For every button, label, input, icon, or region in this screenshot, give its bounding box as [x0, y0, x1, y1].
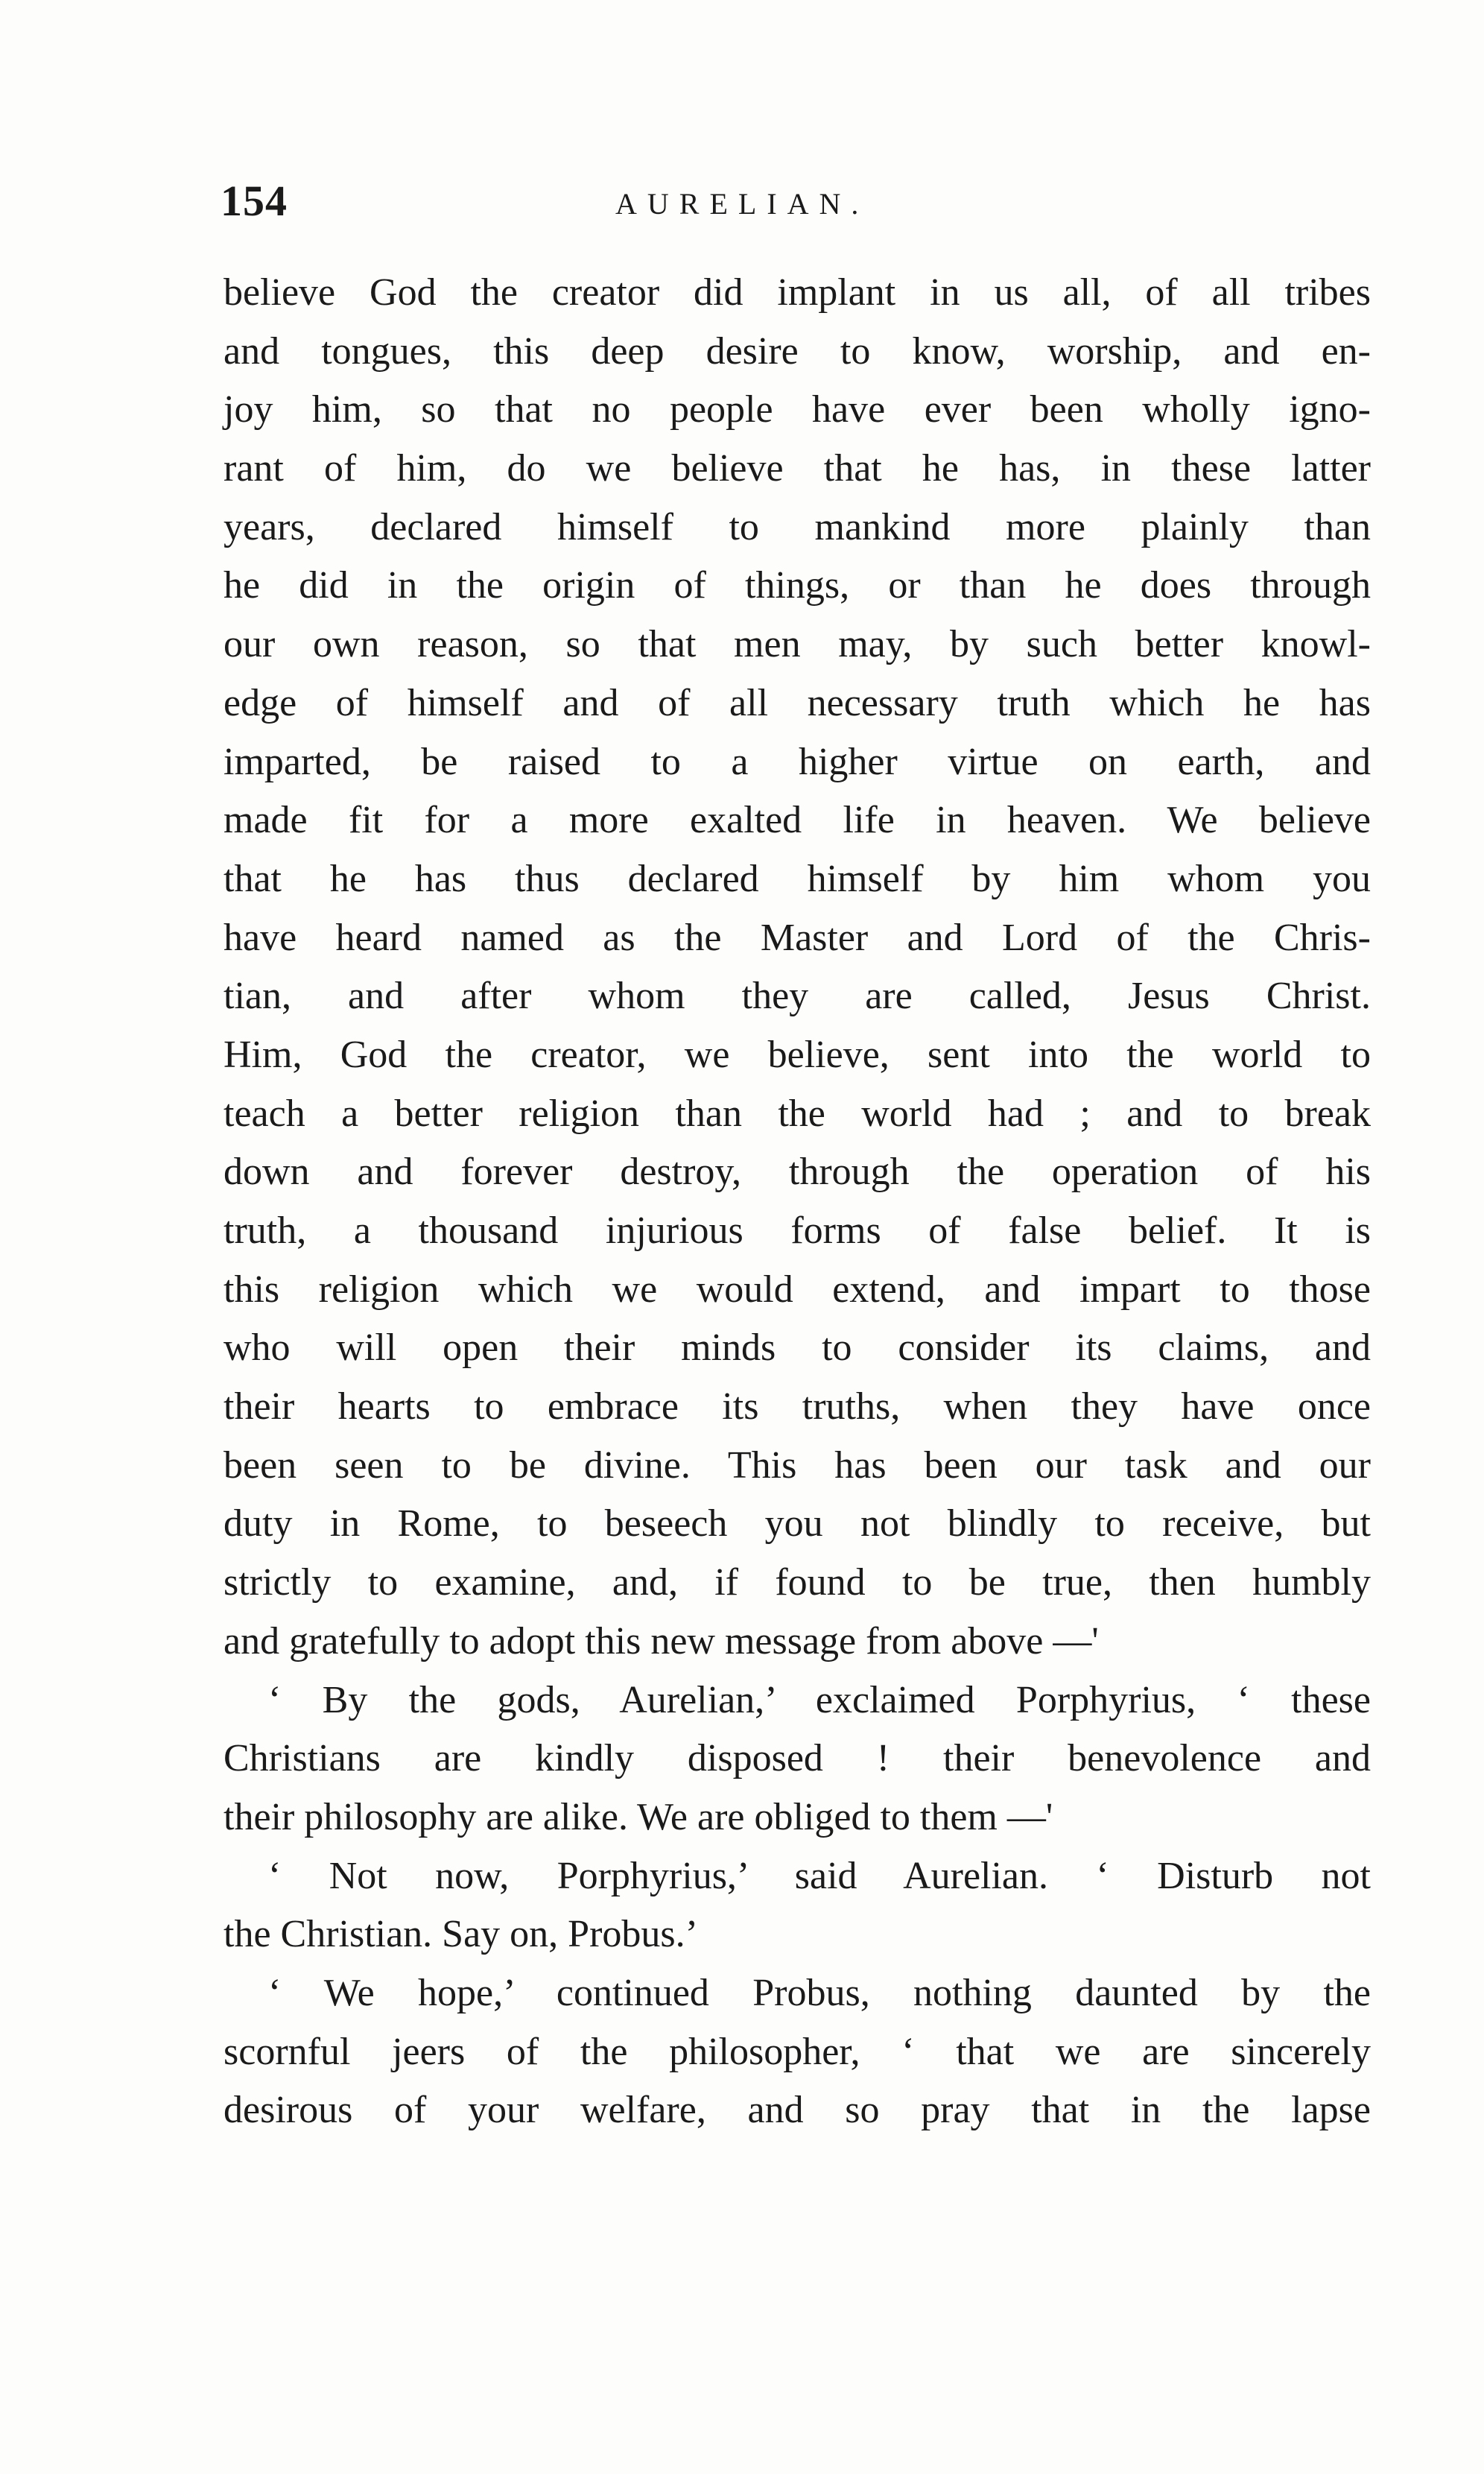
text-line: down and forever destroy, through the operation of his: [223, 1151, 1371, 1194]
text-line: our own reason, so that men may, by such better knowl-: [223, 623, 1371, 666]
text-line: Him, God the creator, we believe, sent into the world to: [223, 1033, 1371, 1076]
text-line: that he has thus declared himself by him whom you: [223, 857, 1371, 900]
text-line: duty in Rome, to beseech you not blindly to receive, but: [223, 1502, 1371, 1546]
page-number: 154: [221, 177, 288, 225]
text-line: have heard named as the Master and Lord of the Chris-: [223, 916, 1371, 959]
text-line: imparted, be raised to a higher virtue on earth, and: [223, 740, 1371, 783]
text-line: joy him, so that no people have ever been wholly igno-: [223, 388, 1371, 431]
text-line: and gratefully to adopt this new message from above —': [223, 1619, 1099, 1662]
text-line: their philosophy are alike. We are obliged to them —': [223, 1795, 1053, 1838]
text-line: truth, a thousand injurious forms of false belief. It is: [223, 1209, 1371, 1252]
text-line: rant of him, do we believe that he has, in these latter: [223, 447, 1371, 490]
text-line: been seen to be divine. This has been our task and our: [223, 1443, 1371, 1487]
text-line: and tongues, this deep desire to know, worship, and en-: [223, 329, 1371, 373]
text-line: believe God the creator did implant in us all, of all tribes: [223, 271, 1371, 314]
text-line: Christians are kindly disposed ! their benevolence and: [223, 1737, 1371, 1780]
text-line: edge of himself and of all necessary truth which he has: [223, 681, 1371, 724]
text-line: ‘ We hope,’ continued Probus, nothing daunted by the: [268, 1971, 1371, 2014]
page-header: [221, 176, 1375, 235]
text-line: he did in the origin of things, or than he does through: [223, 564, 1371, 607]
text-line: their hearts to embrace its truths, when they have once: [223, 1385, 1371, 1429]
text-line: who will open their minds to consider its claims, and: [223, 1326, 1371, 1370]
text-line: ‘ By the gods, Aurelian,’ exclaimed Porphyrius, ‘ these: [268, 1678, 1371, 1721]
text-line: desirous of your welfare, and so pray that in the lapse: [223, 2089, 1371, 2132]
text-line: this religion which we would extend, and impart to those: [223, 1268, 1371, 1311]
text-line: tian, and after whom they are called, Jesus Christ.: [223, 975, 1371, 1018]
text-line: made fit for a more exalted life in heaven. We believe: [223, 799, 1371, 842]
text-line: ‘ Not now, Porphyrius,’ said Aurelian. ‘ Disturb not: [268, 1854, 1371, 1897]
running-head: AURELIAN.: [615, 187, 869, 221]
text-line: teach a better religion than the world had ; and to break: [223, 1092, 1371, 1135]
text-line: years, declared himself to mankind more plainly than: [223, 505, 1371, 548]
body-text: [223, 264, 1371, 2140]
text-line: scornful jeers of the philosopher, ‘ that we are sincerely: [223, 2030, 1371, 2073]
text-line: strictly to examine, and, if found to be true, then humbly: [223, 1561, 1371, 1604]
text-line: the Christian. Say on, Probus.’: [223, 1913, 698, 1956]
